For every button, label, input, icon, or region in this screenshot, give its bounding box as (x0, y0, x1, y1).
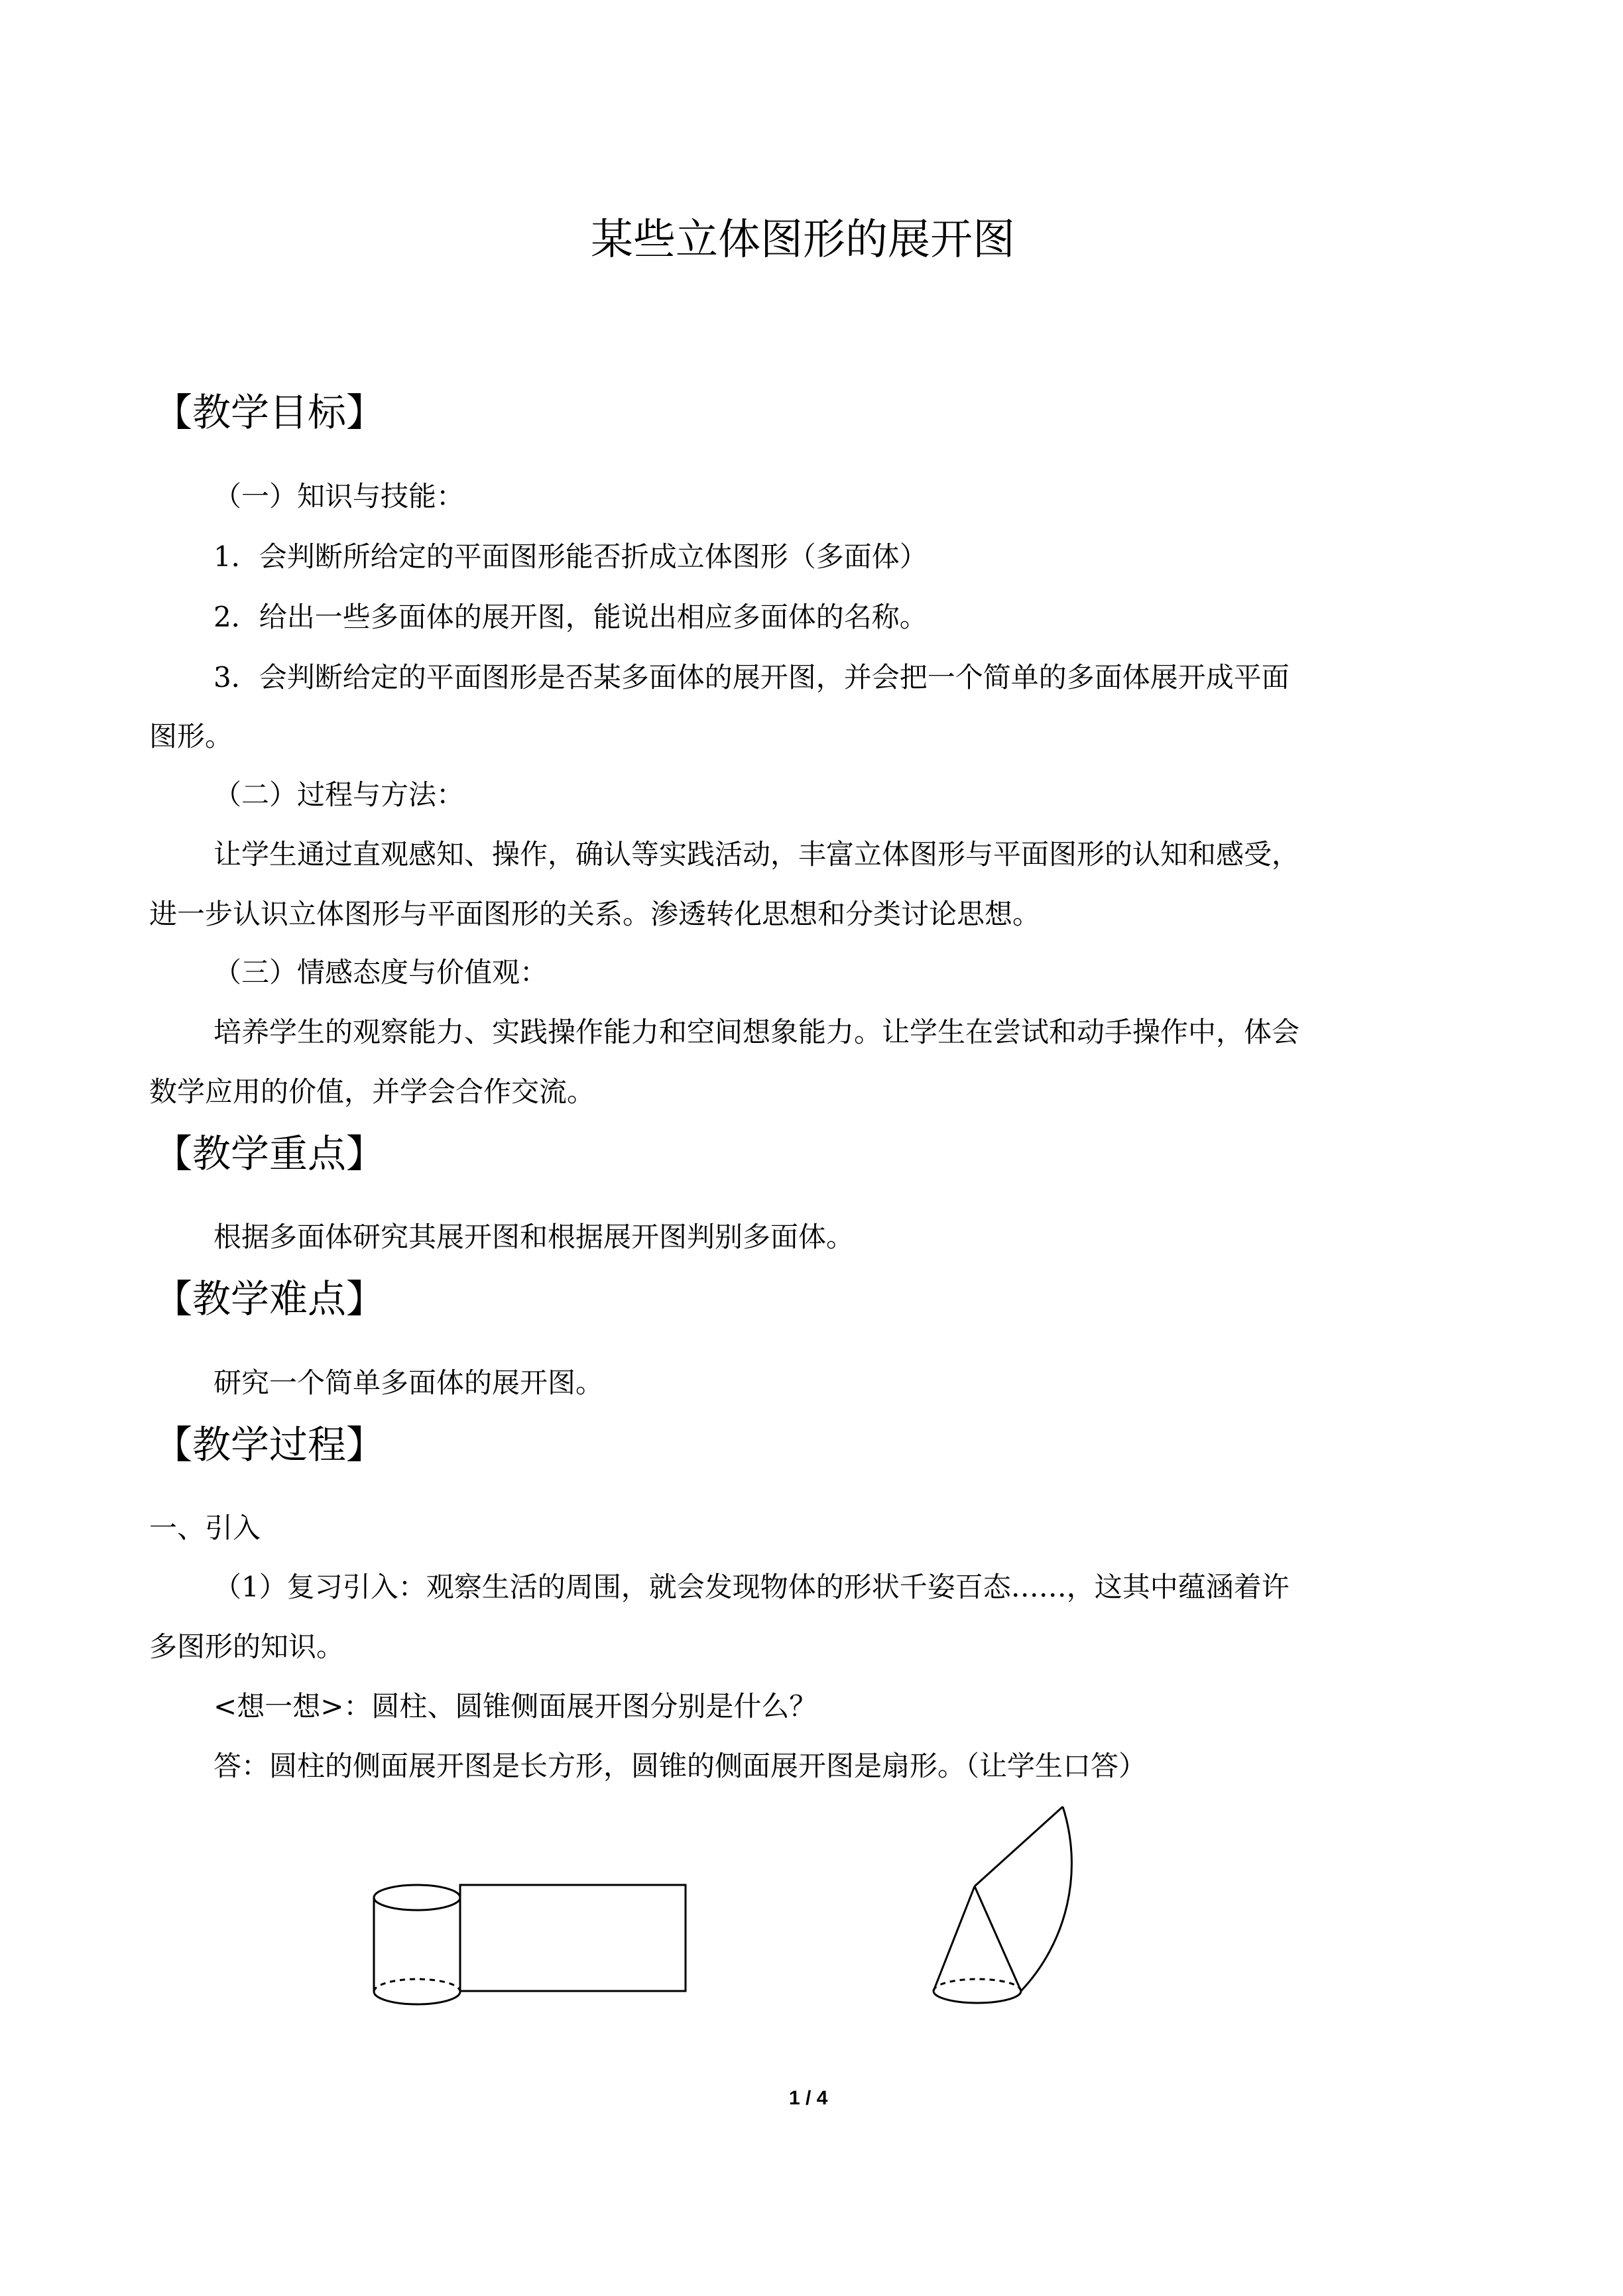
sector-upper-radius (975, 1807, 1063, 1886)
cone-left-slant (933, 1886, 975, 1991)
key-points-text: 根据多面体研究其展开图和根据展开图判别多面体。 (213, 1221, 855, 1253)
think-question: <想一想>：圆柱、圆锥侧面展开图分别是什么？ (213, 1690, 817, 1722)
heading-process: 【教学过程】 (154, 1422, 385, 1467)
heading-objectives: 【教学目标】 (154, 390, 385, 435)
page-number: 1 / 4 (789, 2087, 828, 2109)
review-intro-line-1: （1）复习引入：观察生活的周围，就会发现物体的形状千姿百态……，这其中蕴涵着许 (213, 1571, 1290, 1603)
sector-arc (1021, 1807, 1071, 1991)
answer-text: 答：圆柱的侧面展开图是长方形，圆锥的侧面展开图是扇形。（让学生口答） (213, 1750, 1147, 1782)
objective-item-3-line-2: 图形。 (149, 720, 233, 753)
page-title: 某些立体图形的展开图 (591, 215, 1015, 265)
cone-unfolding-figure (933, 1807, 1071, 2003)
attitude-paragraph-line-2: 数学应用的价值，并学会合作交流。 (149, 1075, 595, 1108)
lateral-rectangle (460, 1885, 686, 1991)
cylinder-bottom-back-arc (374, 1979, 460, 1992)
objective-item-2: 2．给出一些多面体的展开图，能说出相应多面体的名称。 (213, 601, 928, 633)
attitude-paragraph-line-1: 培养学生的观察能力、实践操作能力和空间想象能力。让学生在尝试和动手操作中，体会 (213, 1016, 1300, 1048)
subheading-knowledge: （一）知识与技能： (213, 480, 465, 513)
cylinder-unfolding-figure (374, 1885, 686, 2004)
cone-base-back-arc (933, 1979, 1021, 1991)
subheading-attitude: （三）情感态度与价值观： (213, 956, 548, 989)
heading-difficulties: 【教学难点】 (154, 1276, 385, 1321)
objective-item-3-line-1: 3．会判断给定的平面图形是否某多面体的展开图，并会把一个简单的多面体展开成平面 (213, 661, 1290, 694)
part-one-introduction: 一、引入 (149, 1512, 261, 1544)
subheading-process-method: （二）过程与方法： (213, 778, 465, 811)
heading-key-points: 【教学重点】 (154, 1131, 385, 1176)
cone-base-front-arc (933, 1991, 1021, 2003)
cylinder-top-ellipse (374, 1885, 460, 1910)
difficulties-text: 研究一个简单多面体的展开图。 (213, 1366, 604, 1399)
objective-item-1: 1．会判断所给定的平面图形能否折成立体图形（多面体） (213, 540, 928, 573)
review-intro-line-2: 多图形的知识。 (149, 1630, 345, 1663)
process-paragraph-line-1: 让学生通过直观感知、操作，确认等实践活动，丰富立体图形与平面图形的认知和感受， (213, 838, 1300, 871)
cylinder-bottom-front-arc (374, 1992, 460, 2004)
process-paragraph-line-2: 进一步认识立体图形与平面图形的关系。渗透转化思想和分类讨论思想。 (149, 898, 1041, 930)
cone-right-slant (975, 1886, 1021, 1991)
